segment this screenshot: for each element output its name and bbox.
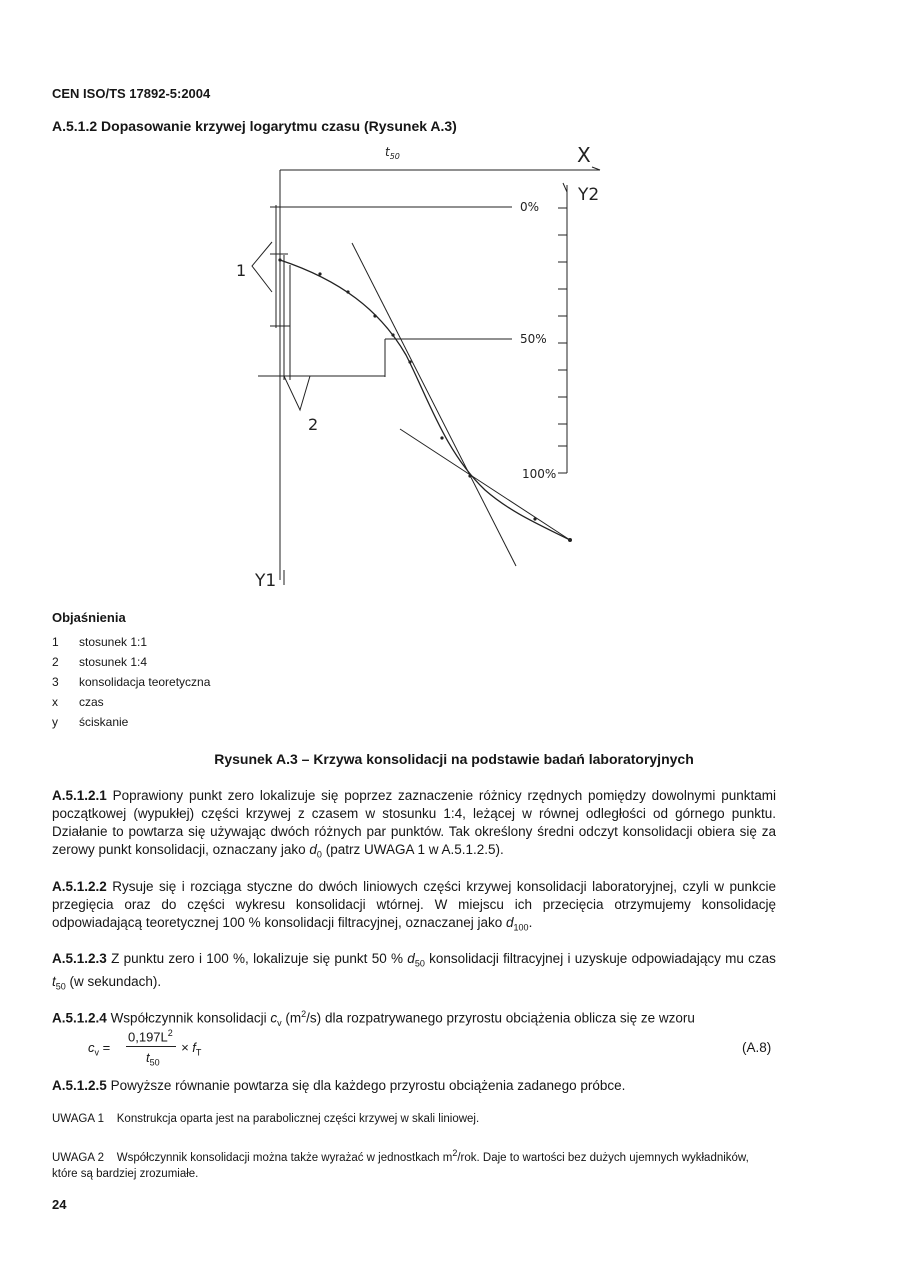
note-1 (52, 1111, 776, 1127)
section-title: A.5.1.2 Dopasowanie krzywej logarytmu czasu (Rysunek A.3) (52, 118, 457, 134)
legend-text: czas (79, 695, 104, 709)
paragraph-text: Poprawiony punkt zero lokalizuje się poprzez zaznaczenie różnicy rzędnych pomiędzy dowolnymi punktami początkowej (wypukłej) części krzywej z czasem w stosunku 1:4, leżącej w równej odległości od górnego punktu. Działanie to powtarza się używając dwóch różnych par punktów. Tak określony średni odczyt konsolidacji obiera się za zerowy punkt konsolidacji, oznaczany jako (52, 788, 776, 857)
note-label: UWAGA 2 (52, 1151, 104, 1164)
paragraph-a5123 (52, 950, 776, 995)
legend-item (52, 692, 210, 712)
symbol-2-subscript: 50 (55, 981, 66, 992)
ratio-1-bracket (252, 242, 272, 292)
formula-lhs (88, 1040, 110, 1058)
fraction-bar (126, 1046, 176, 1047)
symbol-subscript: v (277, 1018, 282, 1029)
paragraph-number: A.5.1.2.1 (52, 788, 107, 803)
legend-key: x (52, 695, 58, 709)
x-axis-label: X (577, 143, 591, 167)
legend-item (52, 632, 210, 652)
legend-list (52, 632, 210, 732)
paragraph-text-2: dla rozpatrywanego przyrostu obciążenia oblicza się ze wzoru (324, 1010, 695, 1026)
hundred-percent-label: 100% (522, 467, 557, 481)
formula-denominator (146, 1050, 160, 1068)
paragraph-tail: (w sekundach). (69, 973, 162, 989)
symbol-subscript: 100 (513, 922, 529, 933)
denominator-subscript: 50 (149, 1057, 160, 1068)
paragraph-text: Z punktu zero i 100 %, lokalizuje się punkt 50 % (111, 951, 404, 966)
legend-key: 3 (52, 675, 59, 689)
note-text: Współczynnik konsolidacji można także wyrażać w jednostkach m (116, 1151, 453, 1164)
symbol: d (309, 842, 317, 857)
numerator-text: 0,197L (128, 1029, 168, 1045)
paragraph-a5125 (52, 1077, 776, 1095)
symbol: d (506, 915, 514, 930)
y1-axis-label: Y1 (255, 571, 277, 591)
formula-lhs-symbol: c (88, 1040, 95, 1055)
formula-lhs-subscript: v (94, 1047, 99, 1058)
page-number: 24 (52, 1197, 67, 1212)
document-header: CEN ISO/TS 17892-5:2004 (52, 86, 211, 101)
inflection-tangent (352, 243, 516, 566)
paragraph-text: Powyższe równanie powtarza się dla każdego przyrostu obciążenia zadanego próbce. (110, 1078, 626, 1093)
unit-superscript: 2 (301, 1009, 307, 1019)
legend-key: 2 (52, 655, 59, 669)
formula-numerator (128, 1028, 173, 1044)
legend-text: konsolidacja teoretyczna (79, 675, 211, 689)
legend-item (52, 712, 210, 732)
numerator-superscript: 2 (167, 1028, 173, 1038)
note-superscript: 2 (452, 1148, 458, 1158)
symbol-subscript: 50 (414, 958, 425, 969)
paragraph-number: A.5.1.2.3 (52, 951, 107, 966)
paragraph-number: A.5.1.2.5 (52, 1078, 107, 1093)
y2-axis-label: Y2 (578, 185, 600, 205)
legend-item (52, 652, 210, 672)
paragraph-text: Współczynnik konsolidacji (110, 1010, 267, 1026)
symbol-2: t (52, 973, 56, 989)
equation-number: (A.8) (742, 1040, 772, 1055)
unit-text: (m (285, 1010, 302, 1026)
legend-item (52, 672, 210, 692)
legend-title: Objaśnienia (52, 610, 126, 625)
denominator-symbol: t (146, 1050, 150, 1065)
symbol: d (407, 951, 415, 966)
symbol: c (270, 1010, 278, 1026)
paragraph-text: Rysuje się i rozciąga styczne do dwóch liniowych części krzywej konsolidacji laboratoryjnej, czyli w punkcie przegięcia oraz do części wykresu konsolidacji wtórnej. W miejscu ich przecięcia otrzymujemy konsolidację odpowiadającą teoretycznej 100 % konsolidacji filtracyjnej, oznaczanej jako (52, 879, 776, 930)
ratio-2-bracket (284, 376, 310, 410)
legend-text: ściskanie (79, 715, 129, 729)
formula-rhs (181, 1040, 201, 1058)
note-text: Konstrukcja oparta jest na parabolicznej części krzywej w skali liniowej. (116, 1113, 480, 1125)
zero-percent-label: 0% (520, 200, 540, 214)
figure-caption: Rysunek A.3 – Krzywa konsolidacji na podstawie badań laboratoryjnych (214, 751, 694, 767)
paragraph-number: A.5.1.2.4 (52, 1010, 107, 1026)
consolidation-curve (280, 260, 570, 540)
paragraph-tail: . (528, 915, 533, 930)
fifty-percent-label: 50% (520, 332, 547, 346)
bracket-2-label: 2 (308, 415, 319, 434)
legend-key: y (52, 715, 58, 729)
note-text-end: /rok. Daje to wartości bez dużych ujemnych wykładników, które są bardziej zrozumiałe. (52, 1151, 749, 1180)
t50-label: $t_{50}$ (385, 145, 400, 161)
paragraph-a5122 (52, 878, 776, 937)
unit-text-end: /s) (306, 1010, 322, 1026)
symbol-subscript: 0 (316, 849, 322, 860)
legend-text: stosunek 1:4 (79, 655, 148, 669)
formula-factor-subscript: T (195, 1047, 202, 1058)
legend-key: 1 (52, 635, 59, 649)
secondary-tangent (400, 429, 570, 540)
note-2 (52, 1145, 776, 1182)
consolidation-figure (180, 140, 640, 595)
paragraph-a5121 (52, 787, 776, 864)
paragraph-number: A.5.1.2.2 (52, 879, 107, 894)
legend-text: stosunek 1:1 (79, 635, 148, 649)
formula-equals: = (102, 1040, 111, 1055)
note-label: UWAGA 1 (52, 1113, 104, 1125)
paragraph-tail: (patrz UWAGA 1 w A.5.1.2.5). (325, 842, 504, 857)
formula-factor: × f (181, 1040, 196, 1055)
paragraph-text-2: konsolidacji filtracyjnej i uzyskuje odpowiadający mu czas (429, 951, 776, 966)
bracket-1-label: 1 (236, 261, 247, 280)
